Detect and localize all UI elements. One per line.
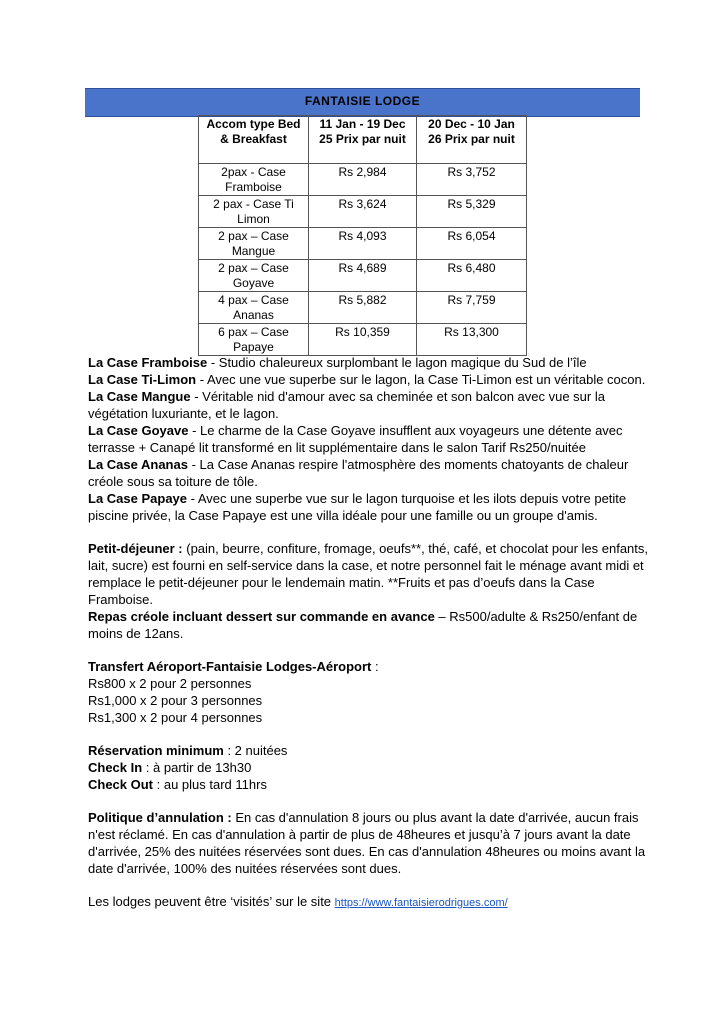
price-cell: Rs 10,359 (309, 324, 417, 356)
spacer (88, 642, 663, 658)
transfer-line: Rs1,300 x 2 pour 4 personnes (88, 710, 263, 725)
breakfast-text: (pain, beurre, confiture, fromage, oeufs**, thé, café, et chocolat pour les enfants, lait, sucre) est fourni en self-service dans la case, et notre personnel fait le ménage avant midi et remplace le petit-déjeuner pour le lendemain matin. **Fruits et pas d’oeufs dans la Case Framboise. (88, 541, 649, 607)
case-description (88, 388, 663, 422)
price-cell: Rs 3,752 (417, 164, 527, 196)
footer-text: Les lodges peuvent être ‘visités’ sur le site (88, 894, 335, 909)
column-header-high-season: 20 Dec - 10 Jan 26 Prix par nuit (417, 116, 527, 164)
minimum-stay-label: Réservation minimum (88, 743, 224, 758)
price-cell: Rs 3,624 (309, 196, 417, 228)
breakfast-paragraph (88, 540, 663, 608)
table-row (199, 228, 527, 260)
cancellation-paragraph (88, 809, 663, 877)
price-cell: Rs 6,054 (417, 228, 527, 260)
spacer (88, 524, 663, 540)
minimum-stay (88, 742, 663, 759)
meal-text: – Rs500/adulte & Rs250/enfant de moins de 12ans. (88, 609, 638, 641)
case-description (88, 490, 663, 524)
case-name: La Case Goyave (88, 423, 189, 438)
case-description (88, 422, 663, 456)
column-header-accom-type: Accom type Bed & Breakfast (199, 116, 309, 164)
check-out-label: Check Out (88, 777, 154, 792)
meal-paragraph (88, 608, 663, 642)
price-cell: Rs 13,300 (417, 324, 527, 356)
price-cell: Rs 4,093 (309, 228, 417, 260)
case-text: - Le charme de la Case Goyave insufflent aux voyageurs une détente avec terrasse + Canapé lit transformé en lit supplémentaire dans le salon Tarif Rs250/nuitée (88, 423, 623, 455)
transfer-label: Transfert Aéroport-Fantaisie Lodges-Aéroport (88, 659, 372, 674)
spacer (88, 726, 663, 742)
breakfast-label: Petit-déjeuner : (88, 541, 183, 556)
price-cell: Rs 4,689 (309, 260, 417, 292)
page-title: FANTAISIE LODGE (304, 94, 421, 108)
check-out-value: : au plus tard 11hrs (153, 777, 267, 792)
price-cell: Rs 5,882 (309, 292, 417, 324)
case-text: - Studio chaleureux surplombant le lagon magique du Sud de l’île (207, 355, 587, 370)
table-row (199, 196, 527, 228)
case-description (88, 371, 663, 388)
cancellation-label: Politique d’annulation : (88, 810, 232, 825)
table-row (199, 260, 527, 292)
website-link[interactable]: https://www.fantaisierodrigues.com/ (334, 897, 508, 909)
spacer (88, 877, 663, 893)
meal-label: Repas créole incluant dessert sur commande en avance (88, 609, 435, 624)
column-header-low-season: 11 Jan - 19 Dec 25 Prix par nuit (309, 116, 417, 164)
price-cell: Rs 2,984 (309, 164, 417, 196)
case-name: La Case Framboise (88, 355, 208, 370)
footer-line (88, 893, 663, 912)
case-description (88, 456, 663, 490)
case-name: La Case Papaye (88, 491, 188, 506)
case-text: - La Case Ananas respire l'atmosphère des moments chatoyants de chaleur créole sous sa toiture de tôle. (88, 457, 629, 489)
table-header-row (199, 116, 527, 164)
case-text: - Avec une vue superbe sur le lagon, la Case Ti-Limon est un véritable cocon. (196, 372, 646, 387)
spacer (88, 793, 663, 809)
accom-type-cell: 2 pax – Case Goyave (199, 260, 309, 292)
case-description (88, 354, 663, 371)
case-text: - Véritable nid d'amour avec sa cheminée et son balcon avec vue sur la végétation luxuriante, et le lagon. (88, 389, 605, 421)
check-in-label: Check In (88, 760, 143, 775)
price-cell: Rs 7,759 (417, 292, 527, 324)
price-cell: Rs 6,480 (417, 260, 527, 292)
minimum-stay-value: : 2 nuitées (223, 743, 288, 758)
check-out (88, 776, 663, 793)
accom-type-cell: 6 pax – Case Papaye (199, 324, 309, 356)
transfer-line: Rs800 x 2 pour 2 personnes (88, 676, 252, 691)
transfer-line: Rs1,000 x 2 pour 3 personnes (88, 693, 263, 708)
accom-type-cell: 4 pax – Case Ananas (199, 292, 309, 324)
transfer-heading (88, 658, 663, 675)
rates-table (198, 115, 527, 356)
title-banner (85, 88, 640, 117)
case-name: La Case Ananas (88, 457, 188, 472)
cancellation-text: En cas d'annulation 8 jours ou plus avant la date d'arrivée, aucun frais n'est réclamé. En cas d'annulation à partir de plus de 48heures et jusqu’à 7 jours avant la date d'arrivée, 25% des nuitées réservées sont dues. En cas d'annulation 48heures ou moins avant la date d'arrivée, 100% des nuitées réservées sont dues. (88, 810, 646, 876)
document-body (88, 354, 663, 912)
check-in-value: : à partir de 13h30 (142, 760, 252, 775)
table-row (199, 292, 527, 324)
case-name: La Case Mangue (88, 389, 191, 404)
accom-type-cell: 2 pax - Case Ti Limon (199, 196, 309, 228)
case-text: - Avec une superbe vue sur le lagon turquoise et les ilots depuis votre petite piscine privée, la Case Papaye est une villa idéale pour une famille ou un groupe d'amis. (88, 491, 627, 523)
accom-type-cell: 2 pax – Case Mangue (199, 228, 309, 260)
check-in (88, 759, 663, 776)
table-row (199, 324, 527, 356)
transfer-suffix: : (371, 659, 379, 674)
case-name: La Case Ti-Limon (88, 372, 197, 387)
price-cell: Rs 5,329 (417, 196, 527, 228)
table-row (199, 164, 527, 196)
accom-type-cell: 2pax - Case Framboise (199, 164, 309, 196)
